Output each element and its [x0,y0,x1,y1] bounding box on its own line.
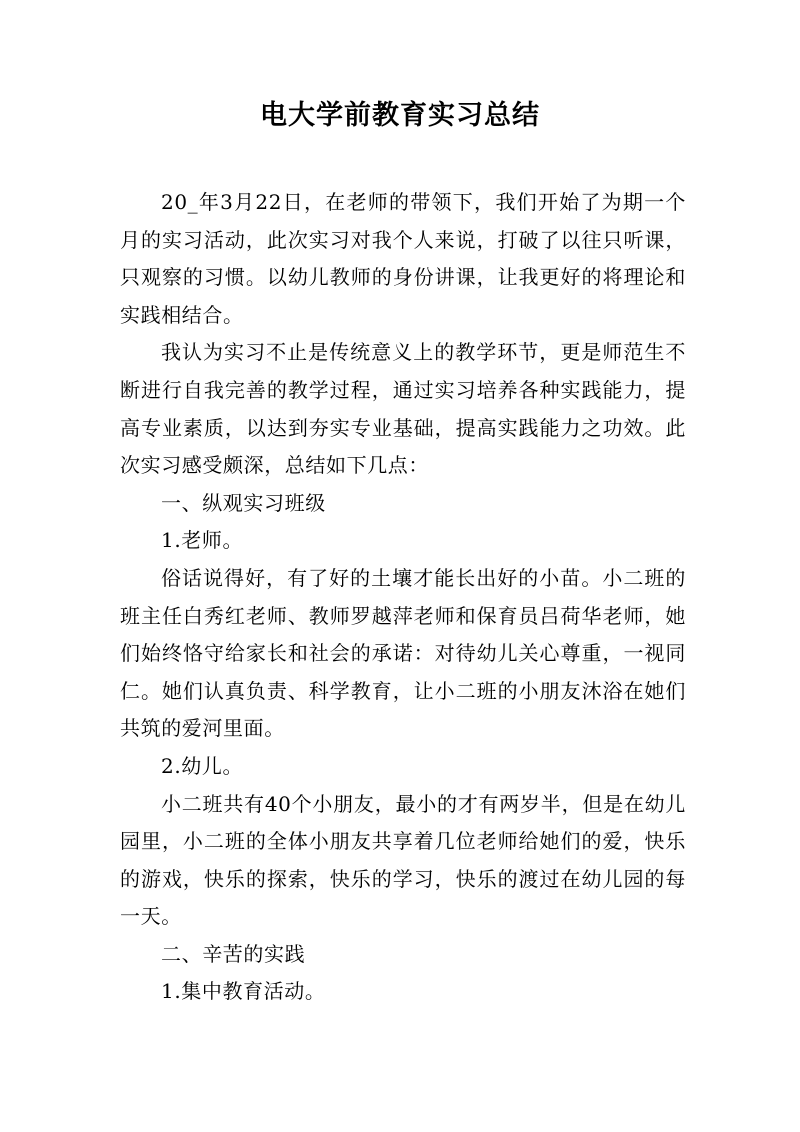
paragraph-teachers: 俗话说得好，有了好的土壤才能长出好的小苗。小二班的班主任白秀红老师、教师罗越萍老师和保育员吕荷华老师，她们始终恪守给家长和社会的承诺：对待幼儿关心尊重，一视同仁。她们认真负责、科学教育，让小二班的小朋友沐浴在她们共筑的爱河里面。 [120,565,686,741]
subheading-teachers: 1.老师。 [161,528,244,553]
document-body [120,184,686,1011]
paragraph-children: 小二班共有40个小朋友，最小的才有两岁半，但是在幼儿园里，小二班的全体小朋友共享着几位老师给她们的爱，快乐的游戏，快乐的探索，快乐的学习，快乐的渡过在幼儿园的每一天。 [120,791,686,929]
paragraph-intro: 20_年3月22日，在老师的带领下，我们开始了为期一个月的实习活动，此次实习对我个人来说，打破了以往只听课，只观察的习惯。以幼儿教师的身份讲课，让我更好的将理论和实践相结合。 [120,190,686,327]
subheading-group-activities: 1.集中教育活动。 [161,979,326,1004]
paragraph-reflection: 我认为实习不止是传统意义上的教学环节，更是师范生不断进行自我完善的教学过程，通过实习培养各种实践能力，提高专业素质，以达到夯实专业基础，提高实践能力之功效。此次实习感受颇深，总结如下几点： [120,340,686,478]
section-heading-class-overview: 一、纵观实习班级 [161,490,326,515]
section-heading-practice: 二、辛苦的实践 [161,941,306,966]
document-title: 电大学前教育实习总结 [260,100,540,131]
subheading-children: 2.幼儿。 [161,753,244,778]
